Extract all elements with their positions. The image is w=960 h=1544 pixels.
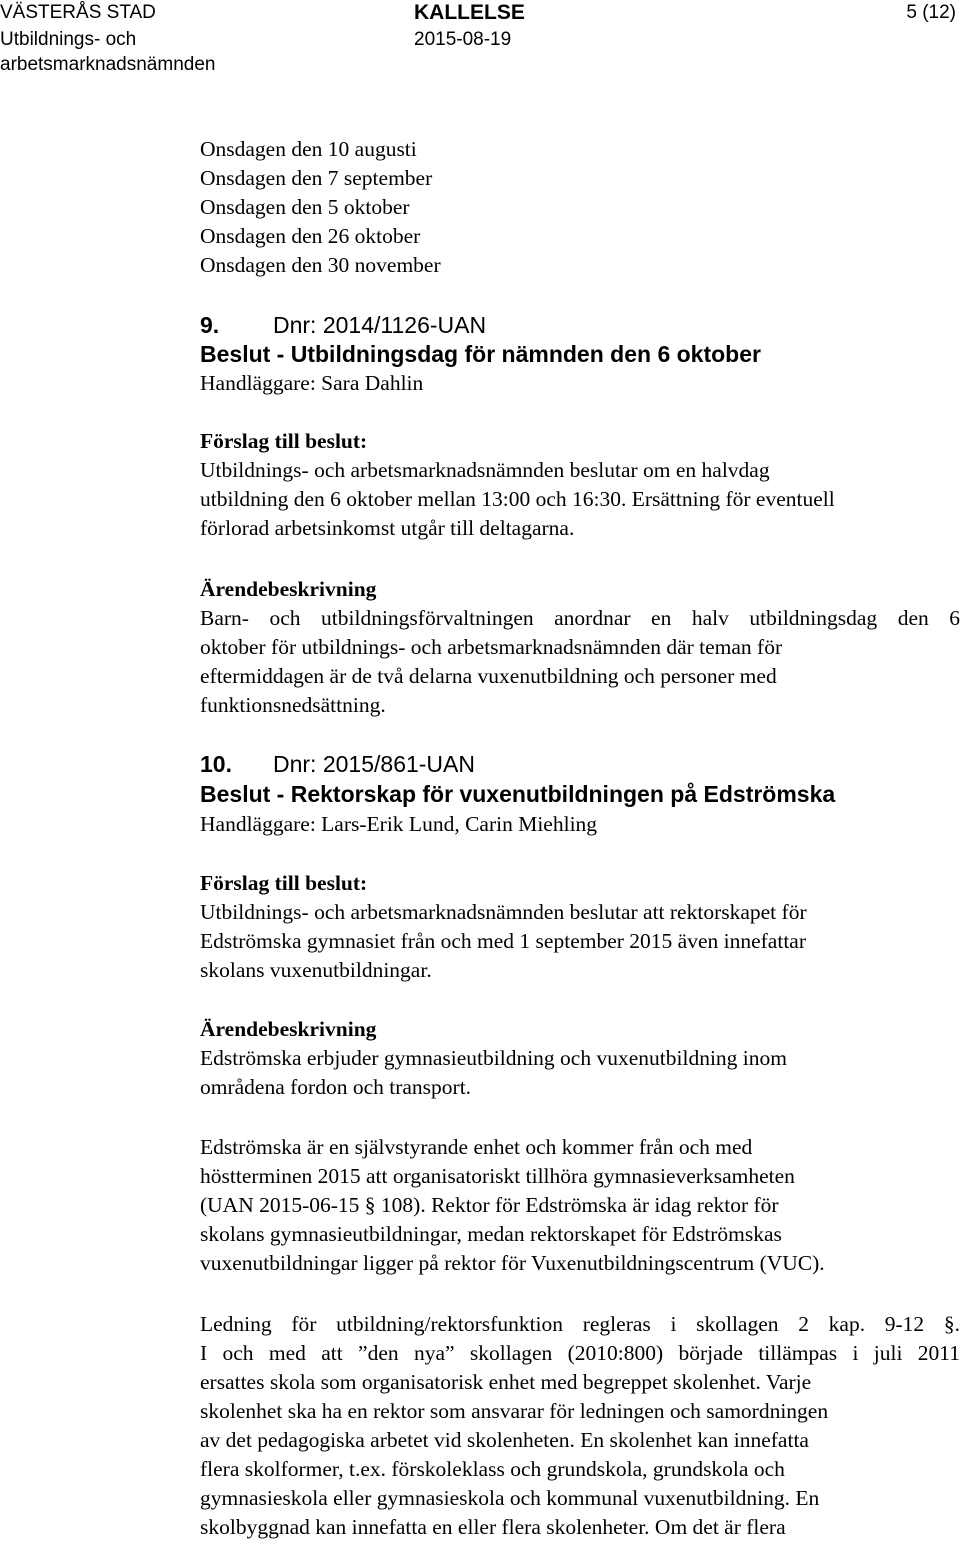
text-line: Utbildnings- och arbetsmarknadsnämnden beslutar att rektorskapet för: [200, 900, 807, 924]
item-number: 10.: [200, 751, 232, 777]
text-line: Edströmska erbjuder gymnasieutbildning och vuxenutbildning inom: [200, 1046, 787, 1070]
text-line: eftermiddagen är de två delarna vuxenutbildning och personer med: [200, 664, 777, 688]
text-line: av det pedagogiska arbetet vid skolenheten. En skolenhet kan innefatta: [200, 1428, 809, 1452]
text-line: skolenhet ska ha en rektor som ansvarar för ledningen och samordningen: [200, 1399, 829, 1423]
item-title: Beslut - Rektorskap för vuxenutbildningen på Edströmska: [200, 781, 836, 807]
text-line: områdena fordon och transport.: [200, 1075, 472, 1099]
list-item: Onsdagen den 30 november: [200, 253, 441, 277]
document-type: KALLELSE: [414, 1, 525, 24]
description-paragraph-1: [200, 1044, 960, 1102]
text-line: höstterminen 2015 att organisatoriskt tillhöra gymnasieverksamheten: [200, 1164, 795, 1188]
text-line: skolans gymnasieutbildningar, medan rektorskapet för Edströmskas: [200, 1222, 782, 1246]
text-line: oktober för utbildnings- och arbetsmarknadsnämnden där teman för: [200, 635, 783, 659]
list-item: Onsdagen den 7 september: [200, 166, 433, 190]
text-line: gymnasieskola eller gymnasieskola och kommunal vuxenutbildning. En: [200, 1486, 820, 1510]
list-item: Onsdagen den 26 oktober: [200, 224, 421, 248]
page-number: 5 (12): [906, 2, 956, 23]
item-handler: Handläggare: Lars-Erik Lund, Carin Miehling: [200, 812, 598, 836]
org-name: VÄSTERÅS STAD: [0, 2, 156, 23]
description-paragraph-3: [200, 1310, 960, 1542]
description-heading: Ärendebeskrivning: [200, 1017, 377, 1041]
proposal-heading: Förslag till beslut:: [200, 871, 368, 895]
committee-name-line1: Utbildnings- och: [0, 29, 137, 50]
text-line: utbildning den 6 oktober mellan 13:00 och 16:30. Ersättning för eventuell: [200, 487, 835, 511]
text-line: (UAN 2015-06-15 § 108). Rektor för Edströmska är idag rektor för: [200, 1193, 779, 1217]
proposal-text: [200, 898, 960, 985]
item-dnr: Dnr: 2014/1126-UAN: [273, 312, 487, 338]
description-text: [200, 604, 960, 720]
text-line: flera skolformer, t.ex. förskoleklass och grundskola, grundskola och: [200, 1457, 785, 1481]
proposal-text: [200, 456, 960, 543]
item-dnr: Dnr: 2015/861-UAN: [273, 751, 475, 777]
text-line: Barn- och utbildningsförvaltningen anordnar en halv utbildningsdag den 6: [200, 606, 960, 630]
item-number: 9.: [200, 312, 220, 338]
text-line: Edströmska är en självstyrande enhet och kommer från och med: [200, 1135, 753, 1159]
text-line: ersattes skola som organisatorisk enhet med begreppet skolenhet. Varje: [200, 1370, 812, 1394]
proposal-heading: Förslag till beslut:: [200, 429, 368, 453]
item-title: Beslut - Utbildningsdag för nämnden den 6 oktober: [200, 341, 761, 367]
text-line: Utbildnings- och arbetsmarknadsnämnden beslutar om en halvdag: [200, 458, 770, 482]
committee-name-line2: arbetsmarknadsnämnden: [0, 54, 216, 75]
text-line: förlorad arbetsinkomst utgår till deltagarna.: [200, 516, 575, 540]
description-heading: Ärendebeskrivning: [200, 577, 377, 601]
text-line: I och med att ”den nya” skollagen (2010:800) började tillämpas i juli 2011: [200, 1341, 960, 1365]
text-line: funktionsnedsättning.: [200, 693, 386, 717]
text-line: vuxenutbildningar ligger på rektor för Vuxenutbildningscentrum (VUC).: [200, 1251, 825, 1275]
text-line: Edströmska gymnasiet från och med 1 september 2015 även innefattar: [200, 929, 806, 953]
description-paragraph-2: [200, 1133, 960, 1278]
text-line: skolbyggnad kan innefatta en eller flera skolenheter. Om det är flera: [200, 1515, 786, 1539]
text-line: Ledning för utbildning/rektorsfunktion regleras i skollagen 2 kap. 9-12 §.: [200, 1312, 960, 1336]
list-item: Onsdagen den 5 oktober: [200, 195, 410, 219]
list-item: Onsdagen den 10 augusti: [200, 137, 417, 161]
document-date: 2015-08-19: [414, 29, 512, 50]
text-line: skolans vuxenutbildningar.: [200, 958, 432, 982]
item-handler: Handläggare: Sara Dahlin: [200, 371, 424, 395]
